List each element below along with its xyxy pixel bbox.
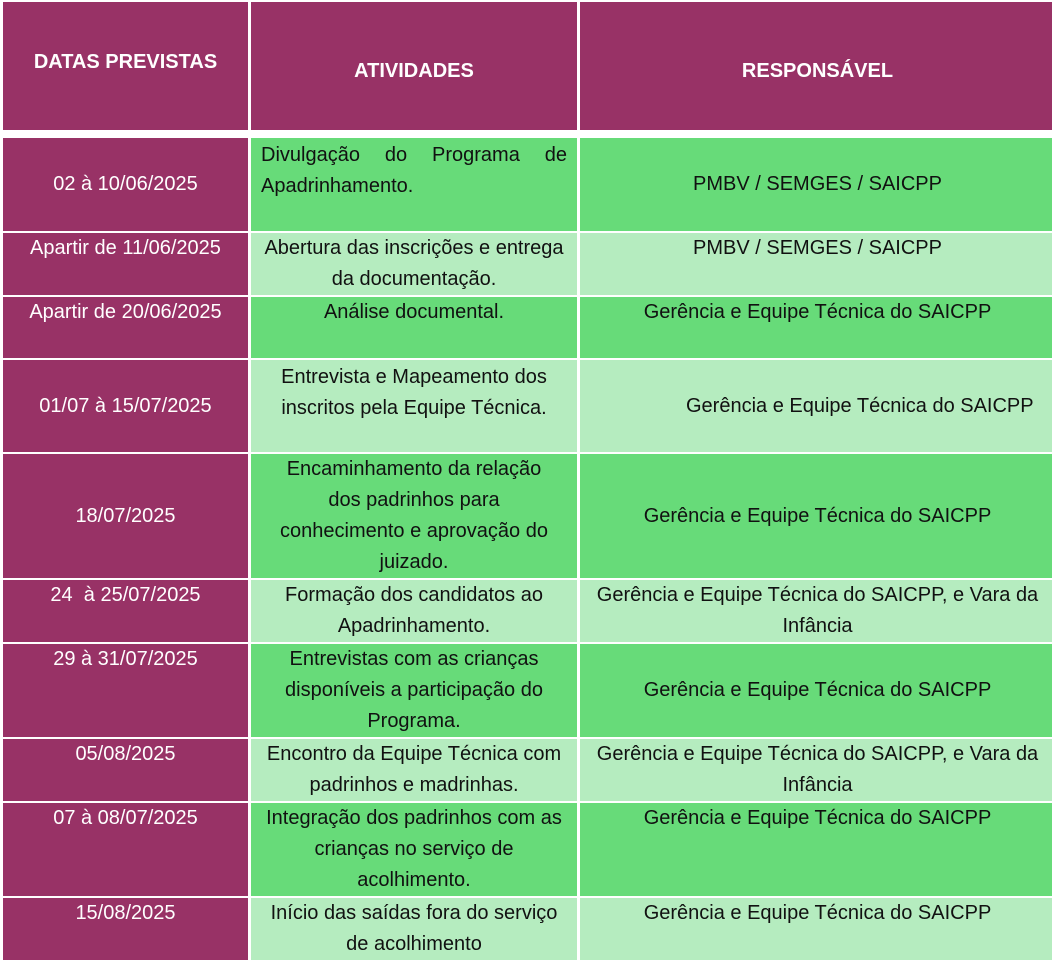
activity-cell: Abertura das inscrições e entrega da documentação. bbox=[251, 233, 577, 295]
date-cell: 29 à 31/07/2025 bbox=[3, 644, 248, 737]
activity-cell: Divulgação do Programa de Apadrinhamento. bbox=[251, 138, 577, 231]
activity-cell: Integração dos padrinhos com as crianças no serviço de acolhimento. bbox=[251, 803, 577, 896]
date-cell: 15/08/2025 bbox=[3, 898, 248, 960]
date-cell: 24 à 25/07/2025 bbox=[3, 580, 248, 642]
responsible-cell: Gerência e Equipe Técnica do SAICPP, e Vara da Infância bbox=[580, 580, 1052, 642]
table-row bbox=[3, 803, 1052, 896]
date-cell: Apartir de 20/06/2025 bbox=[3, 297, 248, 358]
date-cell: 07 à 08/07/2025 bbox=[3, 803, 248, 896]
activity-cell: Encontro da Equipe Técnica com padrinhos e madrinhas. bbox=[251, 739, 577, 801]
responsible-cell: Gerência e Equipe Técnica do SAICPP bbox=[580, 360, 1052, 452]
date-cell: Apartir de 11/06/2025 bbox=[3, 233, 248, 295]
activity-cell: Entrevista e Mapeamento dos inscritos pela Equipe Técnica. bbox=[251, 360, 577, 452]
table-row bbox=[3, 739, 1052, 801]
responsible-cell: Gerência e Equipe Técnica do SAICPP bbox=[580, 644, 1052, 737]
activity-cell: Início das saídas fora do serviço de acolhimento bbox=[251, 898, 577, 960]
activity-cell: Encaminhamento da relação dos padrinhos para conhecimento e aprovação do juizado. bbox=[251, 454, 577, 578]
responsible-cell: PMBV / SEMGES / SAICPP bbox=[580, 233, 1052, 295]
header-activities: ATIVIDADES bbox=[251, 2, 577, 130]
date-cell: 18/07/2025 bbox=[3, 454, 248, 578]
responsible-cell: Gerência e Equipe Técnica do SAICPP bbox=[580, 898, 1052, 960]
table-row bbox=[3, 580, 1052, 642]
table-row bbox=[3, 644, 1052, 737]
table-row bbox=[3, 454, 1052, 578]
activity-cell: Formação dos candidatos ao Apadrinhamento. bbox=[251, 580, 577, 642]
activity-cell: Análise documental. bbox=[251, 297, 577, 358]
header-dates: DATAS PREVISTAS bbox=[3, 2, 248, 130]
table-row bbox=[3, 898, 1052, 960]
table-row bbox=[3, 138, 1052, 231]
activity-cell: Entrevistas com as crianças disponíveis a participação do Programa. bbox=[251, 644, 577, 737]
table-row bbox=[3, 360, 1052, 452]
header-responsible: RESPONSÁVEL bbox=[580, 2, 1052, 130]
responsible-cell: Gerência e Equipe Técnica do SAICPP, e Vara da Infância bbox=[580, 739, 1052, 801]
header-row bbox=[3, 2, 1052, 130]
responsible-cell: PMBV / SEMGES / SAICPP bbox=[580, 138, 1052, 231]
date-cell: 01/07 à 15/07/2025 bbox=[3, 360, 248, 452]
table-row bbox=[3, 233, 1052, 295]
date-cell: 05/08/2025 bbox=[3, 739, 248, 801]
responsible-cell: Gerência e Equipe Técnica do SAICPP bbox=[580, 803, 1052, 896]
table-row bbox=[3, 297, 1052, 358]
responsible-cell: Gerência e Equipe Técnica do SAICPP bbox=[580, 297, 1052, 358]
date-cell: 02 à 10/06/2025 bbox=[3, 138, 248, 231]
responsible-cell: Gerência e Equipe Técnica do SAICPP bbox=[580, 454, 1052, 578]
